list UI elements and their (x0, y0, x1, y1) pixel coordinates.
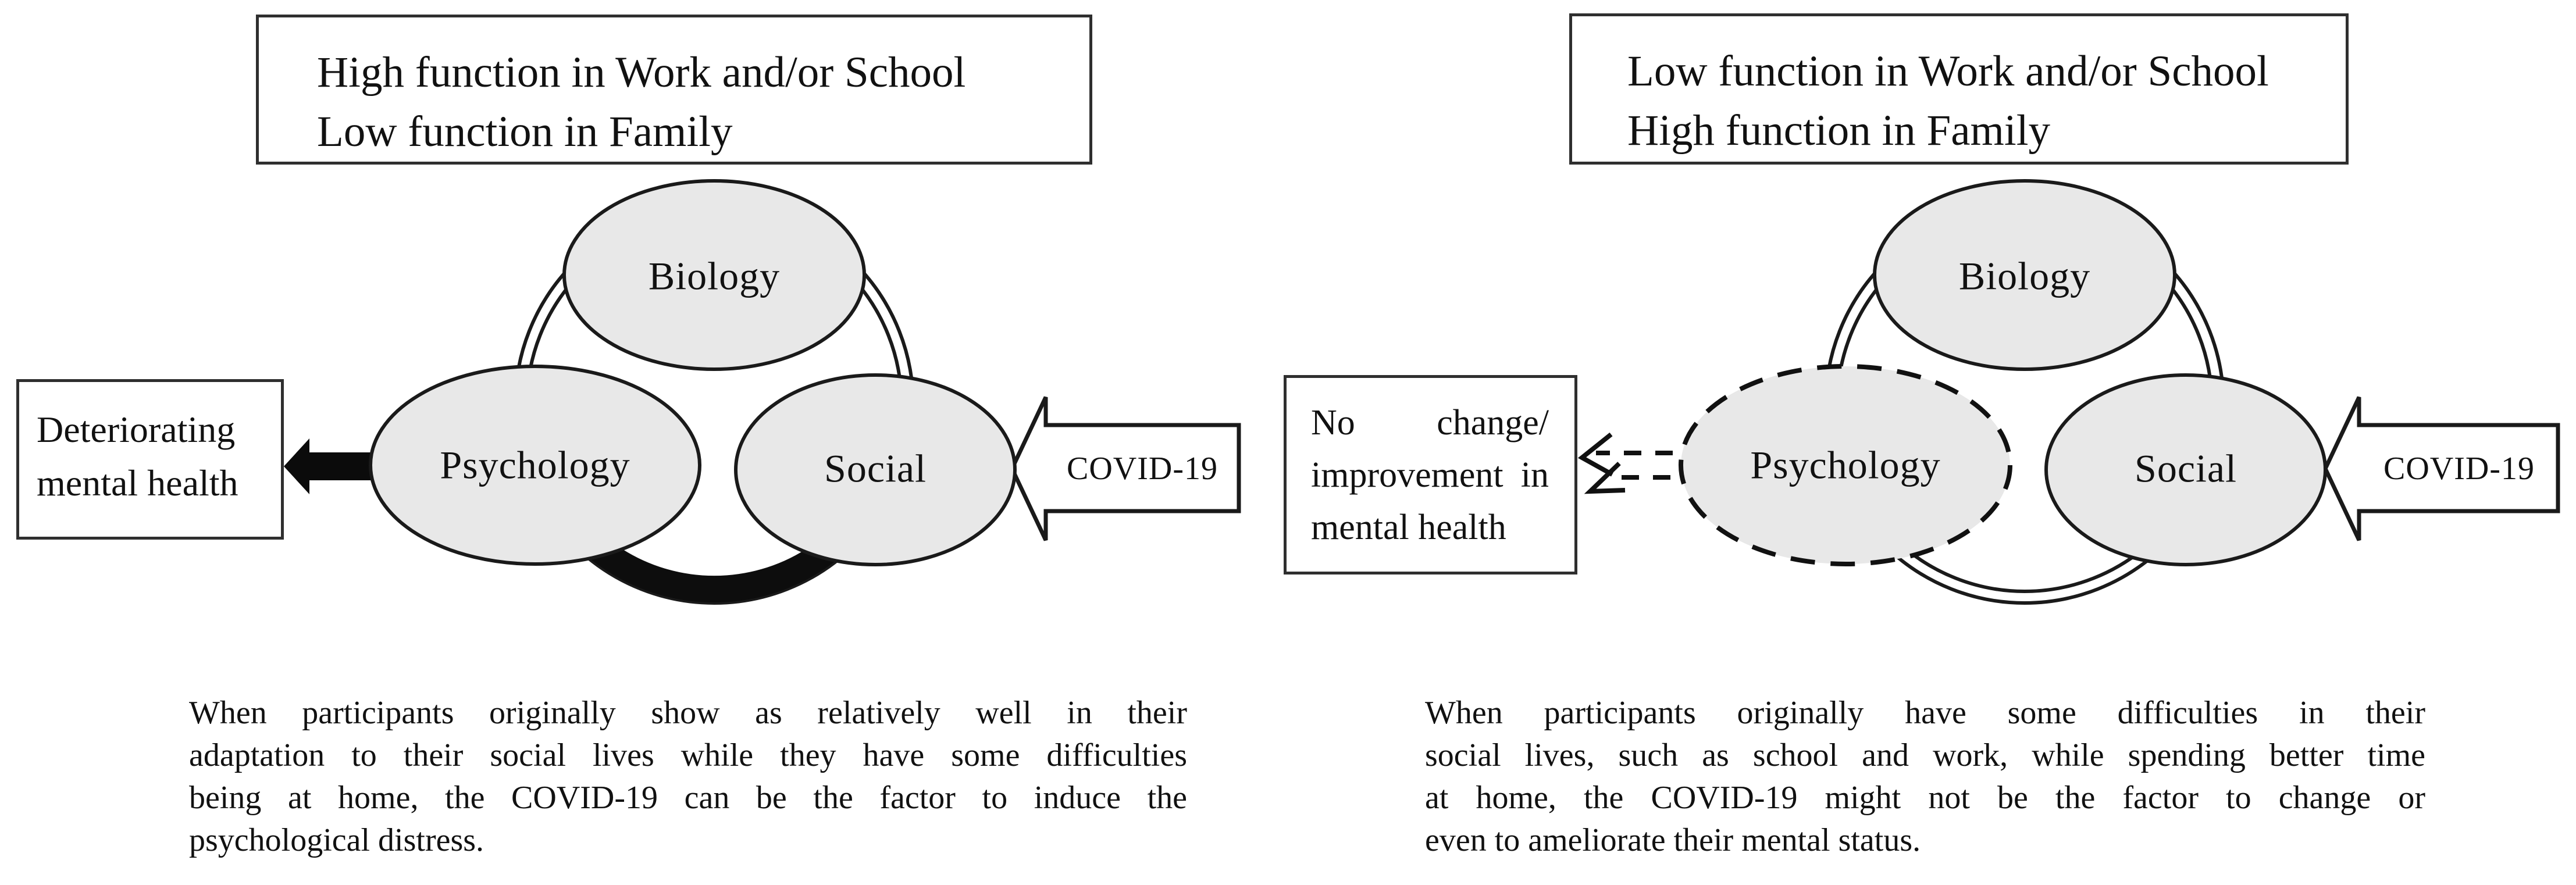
outcome-right-line2: improvement in (1311, 455, 1549, 495)
psychology-label-left: Psychology (440, 442, 630, 487)
caption-right-line3: at home, the COVID-19 might not be the factor to change or (1425, 780, 2425, 816)
title-left-line1: High function in Work and/or School (317, 48, 966, 97)
caption-right-line1: When participants originally have some difficulties in their (1425, 695, 2425, 731)
social-label-left: Social (824, 446, 927, 491)
title-right-line1: Low function in Work and/or School (1627, 47, 2269, 95)
covid-label-right: COVID-19 (2383, 451, 2535, 487)
outcome-box-right (1284, 375, 1577, 574)
caption-right-line2: social lives, such as school and work, while spending better time (1425, 737, 2425, 773)
psychology-label-right: Psychology (1750, 442, 1941, 487)
biology-label-right: Biology (1958, 254, 2091, 298)
outcome-right-line1: No change/ (1311, 403, 1549, 442)
caption-left-line1: When participants originally show as relatively well in their (189, 695, 1187, 731)
biology-label-left: Biology (648, 254, 781, 298)
title-box-left (256, 15, 1092, 165)
caption-left-line3: being at home, the COVID-19 can be the factor to induce the (189, 780, 1187, 816)
caption-right-line4: even to ameliorate their mental status. (1425, 822, 1921, 858)
caption-left-line2: adaptation to their social lives while they have some difficulties (189, 737, 1187, 773)
caption-right (1425, 692, 2425, 862)
outcome-right-line3: mental health (1311, 508, 1506, 547)
title-left-line2: Low function in Family (317, 108, 733, 156)
caption-left-line4: psychological distress. (189, 822, 484, 858)
outcome-left-line2: mental health (37, 462, 238, 504)
title-box-right (1569, 13, 2349, 165)
title-right-line2: High function in Family (1627, 106, 2051, 155)
outcome-left-line1: Deteriorating (37, 409, 236, 450)
caption-left (189, 692, 1187, 862)
covid-label-left: COVID-19 (1067, 451, 1218, 487)
outcome-box-left (16, 379, 284, 540)
social-label-right: Social (2135, 446, 2237, 491)
